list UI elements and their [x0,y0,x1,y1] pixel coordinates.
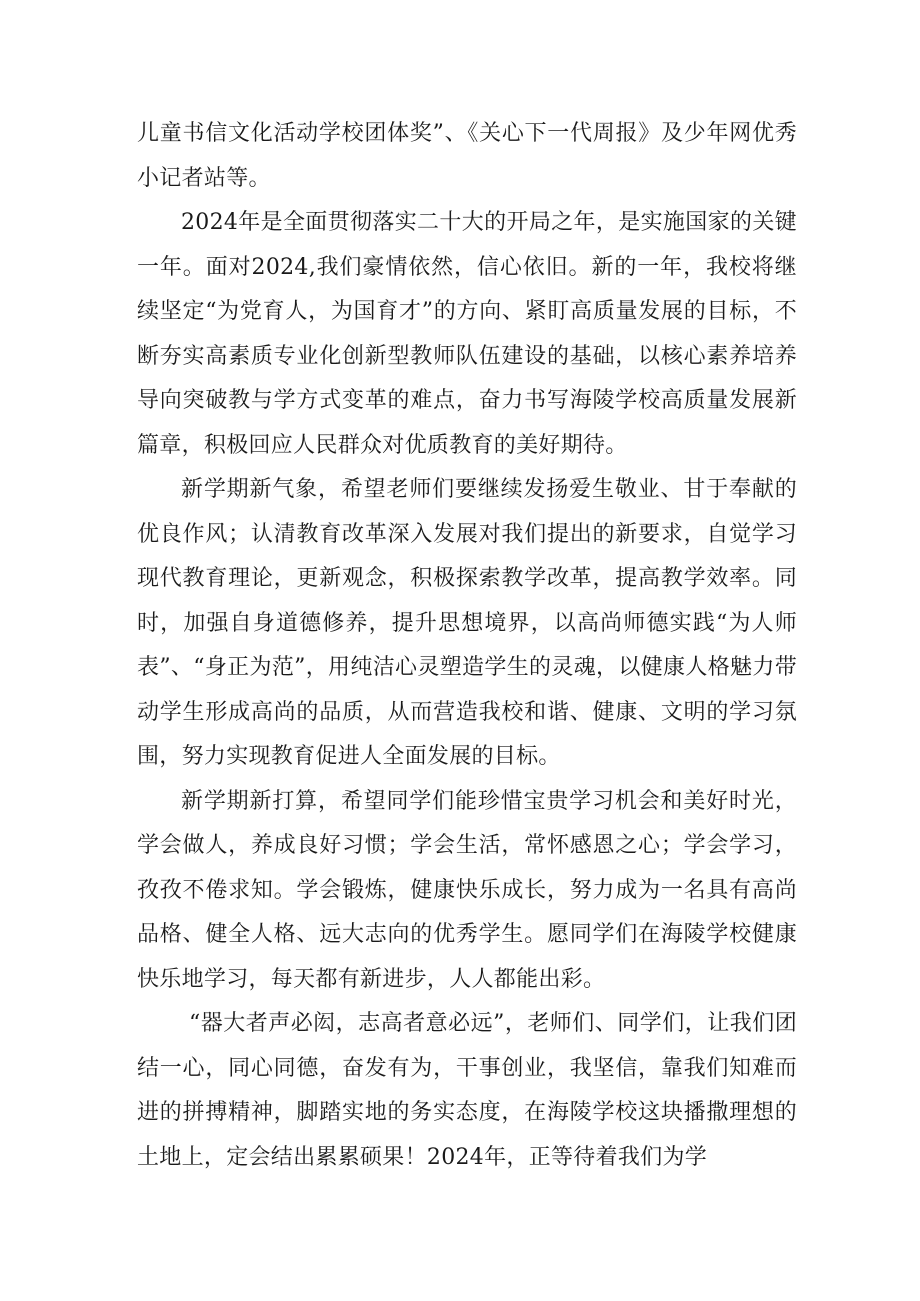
paragraph-2: 2024年是全面贯彻落实二十大的开局之年，是实施国家的关键一年。面对2024,我们豪情依然，信心依旧。新的一年，我校将继续坚定“为党育人，为国育才”的方向、紧盯高质量发展的目标，不断夯实高素质专业化创新型教师队伍建设的基础，以核心素养培养导向突破教与学方式变革的难点，奋力书写海陵学校高质量发展新篇章，积极回应人民群众对优质教育的美好期待。 [137,210,797,458]
paragraph-1: 儿童书信文化活动学校团体奖”、《关心下一代周报》及少年网优秀小记者站等。 [137,121,797,191]
paragraph-3: 新学期新气象，希望老师们要继续发扬爱生敬业、甘于奉献的优良作风；认清教育改革深入发展对我们提出的新要求，自觉学习现代教育理论，更新观念，积极探索教学改革，提高教学效率。同时，加强自身道德修养，提升思想境界，以高尚师德实践“为人师表”、“身正为范”，用纯洁心灵塑造学生的灵魂，以健康人格魅力带动学生形成高尚的品质，从而营造我校和谐、健康、文明的学习氛围，努力实现教育促进人全面发展的目标。 [137,477,797,769]
paragraph-4: 新学期新打算，希望同学们能珍惜宝贵学习机会和美好时光，学会做人，养成良好习惯；学会生活，常怀感恩之心；学会学习，孜孜不倦求知。学会锻炼，健康快乐成长，努力成为一名具有高尚品格、健全人格、远大志向的优秀学生。愿同学们在海陵学校健康快乐地学习，每天都有新进步，人人都能出彩。 [137,788,797,992]
document-body [137,112,797,1180]
paragraph-5: “器大者声必闳，志高者意必远”，老师们、同学们，让我们团结一心，同心同德，奋发有为，干事创业，我坚信，靠我们知难而进的拼搏精神，脚踏实地的务实态度，在海陵学校这块播撒理想的土地上，定会结出累累硕果！2024年，正等待着我们为学 [137,1011,797,1170]
